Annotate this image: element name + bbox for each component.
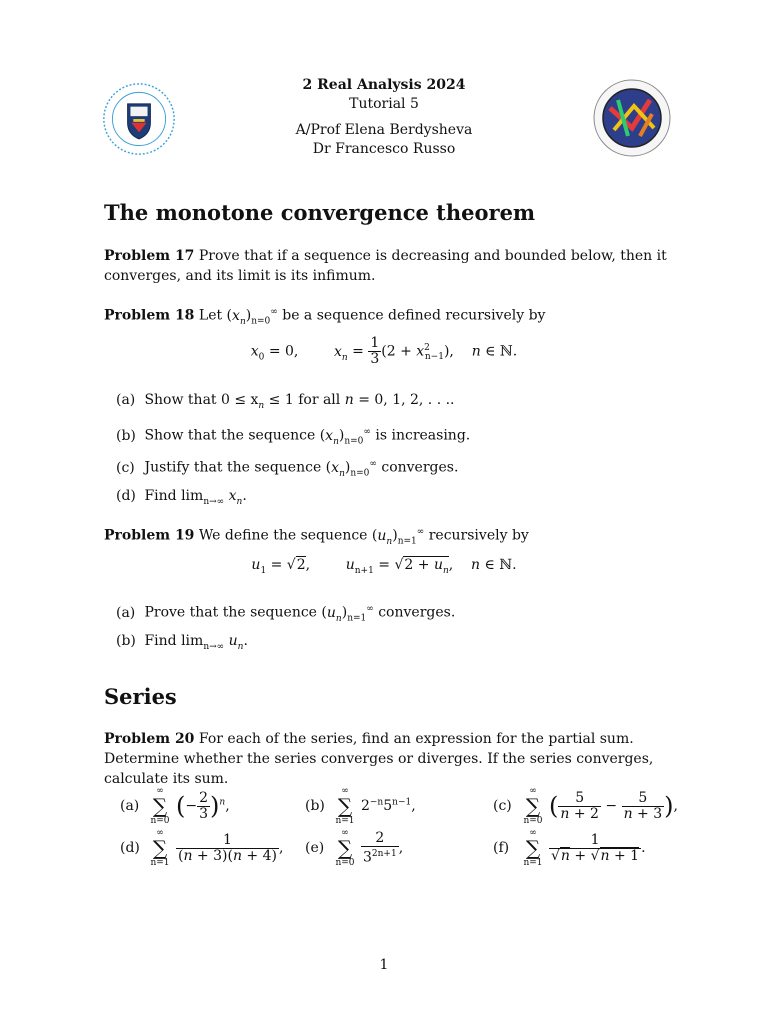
problem-text: Let	[198, 307, 223, 324]
section-title: The monotone convergence theorem	[104, 200, 536, 225]
subproblem-text: Find lim	[144, 633, 204, 649]
problem-text: Prove that if a sequence is decreasing and bounded below, then it converges, and its limit is its infimum.	[104, 248, 667, 284]
subproblem-text: Show that 0 ≤ x	[144, 392, 259, 408]
subproblem: (b) Find $\lim_{n\to\infty} u_n$.	[116, 633, 248, 652]
course-title: 2 Real Analysis 2024	[302, 77, 466, 93]
subproblem: (c) Justify that the sequence $(x_n)_{n=0}^\infty$ converges.	[116, 459, 459, 479]
problem-label: Problem 19	[104, 527, 195, 544]
series-label: (f)	[493, 840, 510, 856]
department-emblem-logo	[592, 78, 672, 158]
page-number: 1	[379, 957, 389, 973]
subproblem-text: Prove that the sequence	[144, 604, 317, 621]
recursion-formula: $u_1 = √2$, $u_{n+1} = √2 + u_n$, n ∈ ℕ.	[251, 557, 517, 576]
subproblem-label: (b)	[116, 633, 136, 649]
series-c: (c) ∞ ∑ n=0 ( $\frac{5}{n + 2}$ − $\frac{5}{n + 3}$ ),	[493, 786, 678, 826]
subproblem-text: converges.	[378, 604, 456, 621]
recursion-formula: $x_0 = 0$, $x_n$ = $\frac{1}{3}$ $(2 + x^2_{n-1})$, n ∈ ℕ.	[250, 335, 518, 367]
series-label: (e)	[305, 840, 325, 856]
tutorial-number: Tutorial 5	[349, 96, 419, 112]
subproblem-text: Show that the sequence	[144, 427, 316, 444]
subproblem-text: Find lim	[144, 488, 204, 504]
subproblem: (b) Show that the sequence $(x_n)_{n=0}^\infty$ is increasing.	[116, 427, 471, 447]
series-label: (d)	[120, 840, 140, 856]
subproblem-label: (d)	[116, 488, 136, 504]
subproblem: (a) Prove that the sequence $(u_n)_{n=1}^\infty$ converges.	[116, 604, 456, 624]
problem-text: We define the sequence	[198, 527, 368, 544]
subproblem: (a) Show that $0 \le x_n \le 1$ for all n = 0, 1, 2, . . ..	[116, 392, 455, 411]
subproblem-text: Justify that the sequence	[144, 459, 322, 476]
subproblem: (d) Find $\lim_{n\to\infty} x_n$.	[116, 488, 247, 507]
problem-20	[104, 729, 676, 789]
problem-17	[104, 246, 676, 286]
lecturer-name: A/Prof Elena Berdysheva	[295, 122, 473, 138]
series-d: (d) ∞ ∑ n=1 $\frac{1}{(n + 3)(n + 4)}$ ,	[120, 828, 284, 868]
subproblem-label: (a)	[116, 392, 136, 408]
series-label: (c)	[493, 798, 512, 814]
problem-text: recursively by	[428, 527, 529, 544]
series-b: (b) ∞ ∑ n=1 $2^{-n}5^{n-1}$,	[305, 786, 416, 826]
problem-label: Problem 18	[104, 307, 195, 324]
series-a: (a) ∞ ∑ n=0 (− $\frac{2}{3}$ )$^n$,	[120, 786, 230, 826]
subproblem-text: is increasing.	[375, 427, 471, 444]
problem-label: Problem 17	[104, 248, 195, 264]
problem-label: Problem 20	[104, 731, 195, 747]
problem-text: be a sequence defined recursively by	[282, 307, 546, 324]
subproblem-text: converges.	[381, 459, 459, 476]
problem-text: For each of the series, find an expression for the partial sum. Determine whether the series converges or diverges. If the series converges, calculate its sum.	[104, 731, 654, 787]
section-title: Series	[104, 684, 177, 709]
series-label: (a)	[120, 798, 140, 814]
subproblem-label: (c)	[116, 459, 135, 476]
series-f: (f) ∞ ∑ n=1 $\frac{1}{√n + √n + 1}$ .	[493, 828, 646, 868]
problem-19: Problem 19 We define the sequence $(u_n)_{n=1}^\infty$ recursively by	[104, 527, 529, 547]
problem-18: Problem 18 Let $(x_n)_{n=0}^\infty$ be a sequence defined recursively by	[104, 307, 546, 327]
subproblem-label: (a)	[116, 604, 136, 621]
series-label: (b)	[305, 798, 325, 814]
lecturer-name: Dr Francesco Russo	[312, 141, 456, 157]
series-e: (e) ∞ ∑ n=0 $\frac{2}{3^{2n+1}}$ ,	[305, 828, 404, 868]
subproblem-label: (b)	[116, 427, 136, 444]
